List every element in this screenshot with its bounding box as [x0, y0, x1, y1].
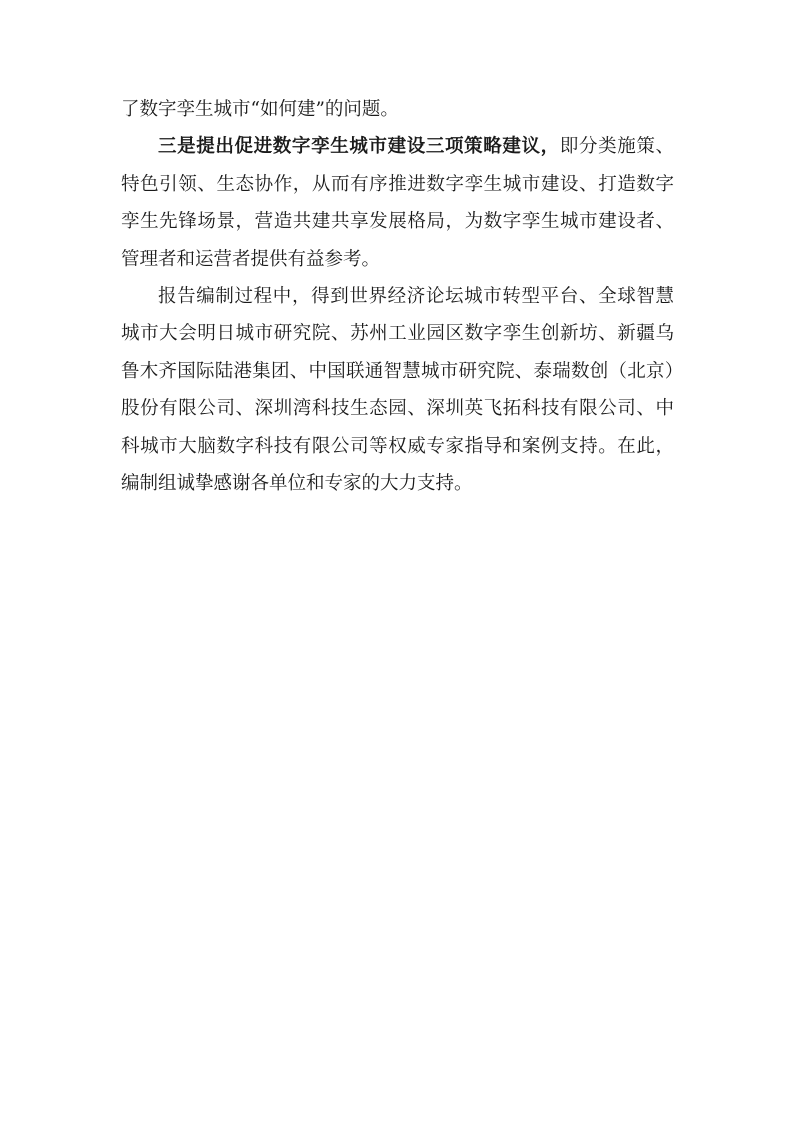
document-body — [121, 91, 674, 502]
paragraph-text: 报告编制过程中，得到世界经济论坛城市转型平台、全球智慧城市大会明日城市研究院、苏州工业园区数字孪生创新坊、新疆乌鲁木齐国际陆港集团、中国联通智慧城市研究院、泰瑞数创（北京）股份有限公司、深圳湾科技生态园、深圳英飞拓科技有限公司、中科城市大脑数字科技有限公司等权威专家指导和案例支持。在此，编制组诚挚感谢各单位和专家的大力支持。 — [121, 286, 674, 495]
paragraph-continuation — [121, 91, 674, 128]
paragraph-text: 了数字孪生城市“如何建”的问题。 — [121, 99, 399, 120]
paragraph-text: 即分类施策、特色引领、生态协作，从而有序推进数字孪生城市建设、打造数字孪生先锋场景，营造共建共享发展格局，为数字孪生城市建设者、管理者和运营者提供有益参考。 — [121, 136, 674, 270]
paragraph-strategy-suggestions — [121, 128, 674, 278]
paragraph-acknowledgements — [121, 278, 674, 502]
paragraph-lead-bold: 三是提出促进数字孪生城市建设三项策略建议， — [158, 136, 560, 158]
